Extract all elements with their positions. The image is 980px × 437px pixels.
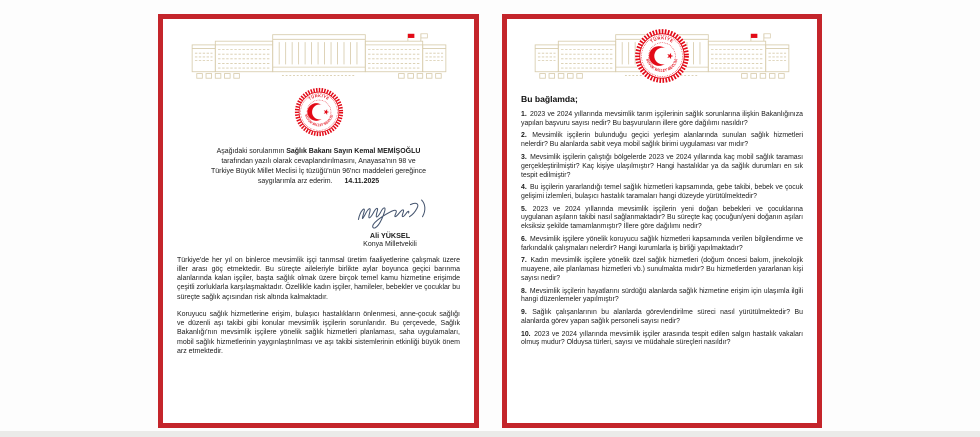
question-item	[521, 309, 803, 327]
question-number: 9.	[521, 309, 527, 317]
question-number: 4.	[521, 184, 527, 192]
petition-text	[177, 147, 460, 187]
petition-line	[177, 177, 460, 187]
question-text: 2023 ve 2024 yıllarında mevsimlik işçiler arasında tespit edilen salgın hastalık vakaları olmuş mudur? Olduysa türleri, sayısı ve müdahale süreçleri nasıldır?	[521, 330, 803, 347]
question-number: 3.	[521, 153, 527, 161]
question-text: Kadın mevsimlik işçilere yönelik özel sağlık hizmetleri (doğum öncesi bakım, jinekolojik muayene, aile planlaması hizmetleri vb.) sunulmakta mıdır? Bu hizmetlerden yararlanan kişi sayısı nedir?	[521, 257, 803, 283]
question-number: 2.	[521, 132, 527, 140]
section-heading: Bu bağlamda;	[521, 94, 578, 104]
question-item	[521, 132, 803, 150]
viewer-bottom-edge	[0, 431, 980, 437]
body-paragraph: Türkiye'de her yıl on binlerce mevsimlik işçi tarımsal üretim faaliyetlerine çalışmak üzere iller arası göç etmektedir. Bu süreçte aileleriyle birlikte aylar boyunca geçici barınma alanlarında kalan işçiler, başta sağlık olmak üzere birçok temel kamu hizmetine erişimde çeşitli zorluklarla karşılaşmaktadır. Özellikle kadın işçiler, hamileler, bebekler ve çocuklar bu süreçte sağlık açısından risk altında kalmaktadır.	[177, 256, 460, 301]
question-item	[521, 111, 803, 129]
question-item	[521, 236, 803, 254]
question-item	[521, 288, 803, 306]
question-text: Mevsimlik işçilerin çalıştığı bölgelerde 2023 ve 2024 yıllarında kaç mobil sağlık taraması gerçekleştirilmiştir? Kaç kişiye ulaşılmıştır? Hangi hastalıklar ya da sağlık durumları en sık tespit edilmiştir?	[521, 153, 803, 179]
question-number: 5.	[521, 205, 527, 213]
question-number: 1.	[521, 111, 527, 118]
question-text: 2023 ve 2024 yıllarında mevsimlik işçilerin yeni doğan bebekleri ve çocuklarına uygulanan aşıların takibi nasıl sağlanmaktadır? Bu süreçte kaç çocuğun/yeni doğanın aşıları eksiksiz şekilde tamamlanmıştır? İllere göre dağılımı nedir?	[521, 205, 803, 231]
question-text: Bu işçilerin yararlandığı temel sağlık hizmetleri kapsamında, gebe takibi, bebek ve çocuk gelişimi izlemleri, bulaşıcı hastalık taramaları hangi düzeyde yürütülmektedir?	[521, 184, 803, 201]
question-number: 6.	[521, 235, 527, 243]
petition-line: tarafından yazılı olarak cevaplandırılmasını, Anayasa'nın 98 ve	[221, 157, 416, 165]
question-text: Mevsimlik işçilerin bulunduğu geçici yerleşim alanlarında sunulan sağlık hizmetleri nelerdir? Bu alanlarda sabit veya mobil sağlık birimi uygulaması var mıdır?	[521, 132, 803, 149]
tbmm-seal-emblem	[633, 27, 691, 85]
question-item	[521, 184, 803, 202]
header-illustration	[521, 31, 803, 81]
signatory-name: Ali YÜKSEL	[369, 230, 411, 240]
tbmm-seal-emblem	[293, 86, 345, 138]
question-number: 8.	[521, 287, 527, 295]
petition-closing: saygılarımla arz ederim.	[257, 177, 333, 185]
question-text: Mevsimlik işçilerin hayatlarını sürdüğü alanlarda sağlık hizmetine erişim için ulaşımla ilgili hangi düzenlemeler yapılmıştır?	[521, 287, 803, 304]
petition-line	[177, 147, 460, 157]
question-item	[521, 257, 803, 283]
petition-line: Türkiye Büyük Millet Meclisi İç tüzüğü'nün 96'ncı maddeleri gereğince	[210, 167, 427, 175]
question-number: 10.	[521, 330, 531, 338]
handwritten-signature	[351, 197, 429, 229]
body-paragraphs	[177, 256, 460, 356]
question-item	[521, 154, 803, 180]
question-item	[521, 331, 803, 349]
petition-date: 14.11.2025	[344, 177, 380, 185]
parliament-building-illustration	[187, 31, 451, 81]
question-list	[521, 111, 803, 348]
question-text: Sağlık çalışanlarının bu alanlarda görevlendirilme süreci nasıl yürütülmektedir? Bu alanlarda görev yapan sağlık personeli sayısı nedir?	[521, 309, 803, 325]
signatory-title: Konya Milletvekili	[363, 240, 417, 248]
document-page-1	[158, 14, 479, 428]
signature-block	[340, 197, 440, 248]
body-paragraph: Koruyucu sağlık hizmetlerine erişim, bulaşıcı hastalıkların önlenmesi, anne-çocuk sağlığı ve düzenli aşı takibi gibi konular mevsimlik işçilerin sorunlarıdır. Bu çerçevede, Sağlık Bakanlığı'nın mevsimlik işçilere yönelik sağlık hizmetleri planlaması, saha uygulamaları, mobil sağlık hizmetlerinin yaygınlaştırılması ve aşı takibi sistemlerinin etkinliği büyük önem arz etmektedir.	[177, 310, 460, 355]
question-number: 7.	[521, 257, 527, 265]
question-text: Mevsimlik işçilere yönelik koruyucu sağlık hizmetleri kapsamında verilen bilgilendirme ve farkındalık çalışmaları nelerdir? Hangi kurumlarla iş birliği yapılmaktadır?	[521, 235, 803, 252]
minister-name: Sağlık Bakanı Sayın Kemal MEMİŞOĞLU	[286, 148, 421, 155]
document-page-2	[502, 14, 822, 428]
petition-intro: Aşağıdaki sorularımın	[216, 148, 285, 155]
question-item	[521, 206, 803, 232]
question-text: 2023 ve 2024 yıllarında mevsimlik tarım işçilerinin sağlık sorunlarına ilişkin Bakanlığınıza yapılan başvuru sayısı nedir? Bu başvuruların illere göre dağılımı nasıldır?	[521, 111, 803, 127]
